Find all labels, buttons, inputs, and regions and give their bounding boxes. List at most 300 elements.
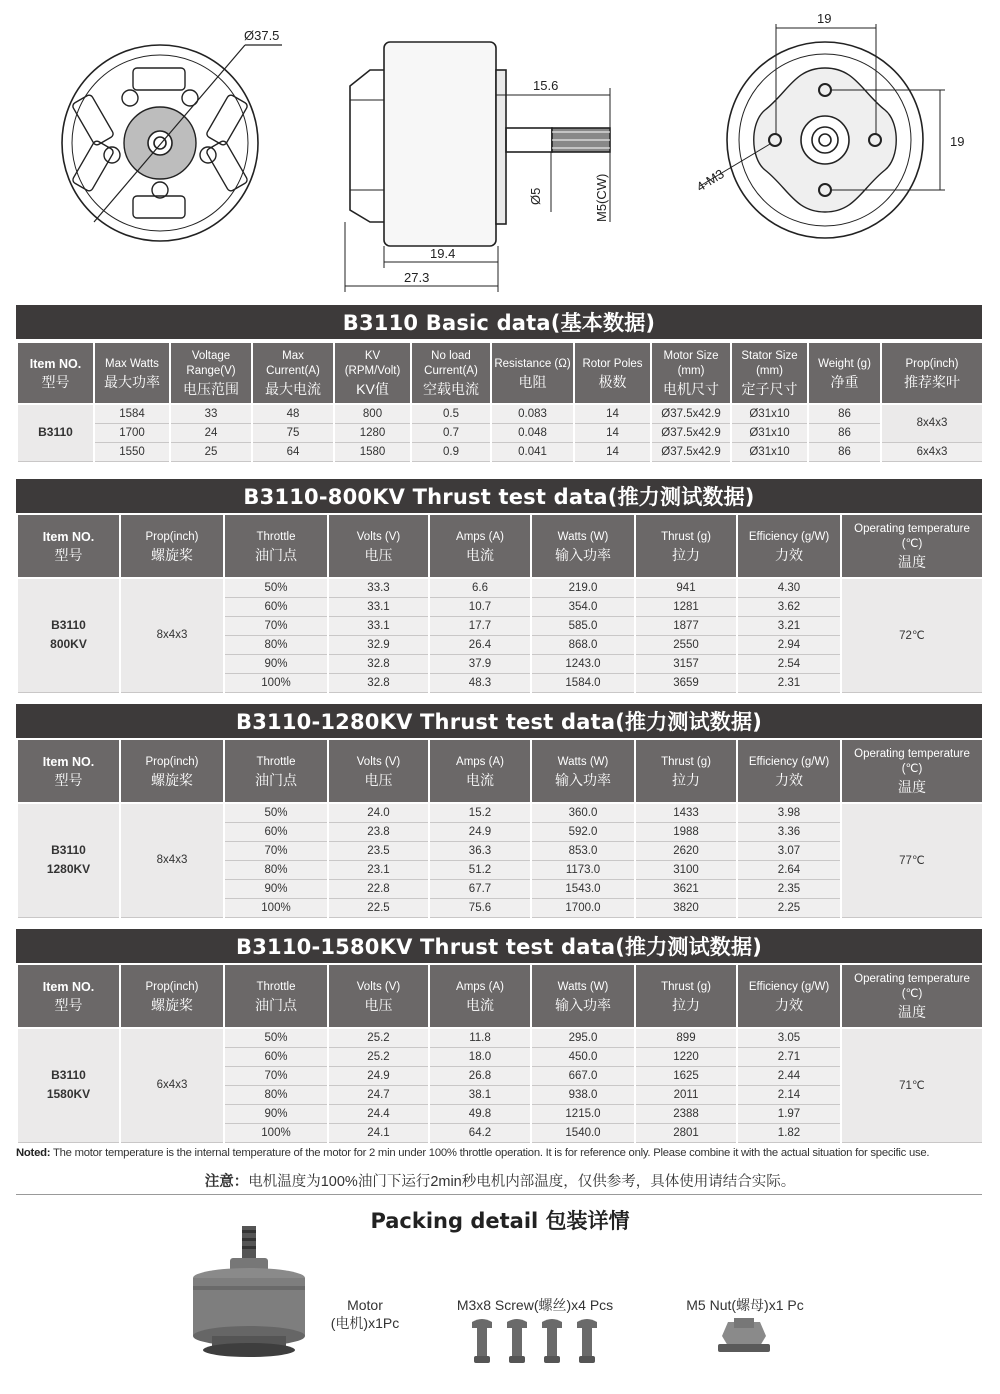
table-cell: 100%: [224, 1123, 328, 1142]
header-zh: 温度: [898, 554, 926, 570]
header-cell: [651, 342, 731, 404]
header-row: [17, 514, 983, 578]
table-cell: 941: [635, 578, 737, 597]
header-en: Prop(inch): [145, 530, 199, 543]
header-en: Amps (A): [456, 530, 504, 543]
header-zh: 最大功率: [104, 373, 160, 390]
table-cell: 800: [334, 404, 411, 423]
table-cell: Ø37.5x42.9: [651, 423, 731, 442]
table-row: [17, 442, 983, 461]
header-en: Prop(inch): [145, 980, 199, 993]
side-view-drawing: [345, 42, 610, 292]
header-zh: 净重: [830, 373, 859, 390]
table-cell: 0.5: [411, 404, 491, 423]
header-en: Efficiency (g/W): [748, 755, 830, 768]
header-en: Volts (V): [356, 530, 401, 543]
header-cell: [17, 739, 120, 803]
dim-shaft-length: 15.6: [533, 78, 559, 93]
table-cell: 14: [574, 404, 651, 423]
header-en: Operating temperature (℃): [854, 523, 970, 550]
table-cell: 1.82: [737, 1123, 841, 1142]
table-cell: 1625: [635, 1066, 737, 1085]
note-text: The motor temperature is the internal temperature of the motor for 2 min under 100% throttle operation. It is for reference only. Please combine it with the actual situation for specific use.: [50, 1147, 930, 1159]
basic-data-table: [16, 341, 984, 462]
header-zh: 输入功率: [555, 996, 611, 1013]
table-cell: 48: [252, 404, 334, 423]
motor-label-line2: (电机)x1Pc: [330, 1315, 400, 1331]
table-cell: 14: [574, 423, 651, 442]
table-cell: 3.21: [737, 616, 841, 635]
table-cell: 86: [808, 423, 881, 442]
table-cell: 60%: [224, 1047, 328, 1066]
table-cell: Ø37.5x42.9: [651, 442, 731, 461]
table-cell: 2.44: [737, 1066, 841, 1085]
header-zh: 力效: [775, 996, 803, 1013]
item-line1: B3110: [51, 1068, 86, 1083]
table-cell: 3621: [635, 879, 737, 898]
header-cell: [635, 964, 737, 1028]
table-cell: 3.36: [737, 822, 841, 841]
header-cell: [120, 514, 224, 578]
note-zh-text: 电机温度为100%油门下运行2min秒电机内部温度，仅供参考，具体使用请结合实际。: [248, 1174, 796, 1190]
table-row: [17, 423, 983, 442]
test-1280kv-table: [16, 738, 984, 918]
table-cell: 26.8: [429, 1066, 531, 1085]
header-zh: 型号: [54, 771, 83, 788]
header-cell: [531, 964, 635, 1028]
table-cell: 0.083: [491, 404, 574, 423]
table-cell: 3.62: [737, 597, 841, 616]
table-cell: 2388: [635, 1104, 737, 1123]
table-cell: Ø31x10: [731, 442, 808, 461]
back-view-drawing: [700, 24, 945, 238]
header-en: Max Current(A): [266, 350, 320, 377]
header-zh: 螺旋桨: [151, 546, 193, 563]
table-cell: 70%: [224, 1066, 328, 1085]
header-en: Operating temperature (℃): [854, 973, 970, 1000]
table-cell: Ø31x10: [731, 404, 808, 423]
table-cell: 23.5: [328, 841, 429, 860]
header-zh: 定子尺寸: [741, 381, 798, 397]
header-cell: [531, 514, 635, 578]
table-cell: 80%: [224, 1085, 328, 1104]
header-en: Item NO.: [29, 356, 82, 371]
table-cell: 3820: [635, 898, 737, 917]
header-en: No load Current(A): [424, 350, 478, 377]
header-cell: [252, 342, 334, 404]
table-cell: 48.3: [429, 673, 531, 692]
basic-header-row: [17, 342, 983, 404]
table-cell: 32.9: [328, 635, 429, 654]
table-cell: 2.71: [737, 1047, 841, 1066]
header-en: Amps (A): [456, 980, 504, 993]
packing-title: Packing detail 包装详情: [370, 1209, 630, 1233]
table-cell: 2620: [635, 841, 737, 860]
table-cell: Ø31x10: [731, 423, 808, 442]
header-zh: 极数: [598, 373, 627, 390]
table-cell: 70%: [224, 841, 328, 860]
header-zh: 力效: [775, 546, 803, 563]
table-cell: 22.5: [328, 898, 429, 917]
table-cell: 33: [170, 404, 252, 423]
header-cell: [429, 964, 531, 1028]
header-en: Weight (g): [818, 357, 871, 370]
header-cell: [411, 342, 491, 404]
header-en: Item NO.: [42, 754, 95, 769]
table-cell: 2.94: [737, 635, 841, 654]
header-cell: [328, 739, 429, 803]
table-cell: 938.0: [531, 1085, 635, 1104]
header-zh: 拉力: [672, 546, 700, 563]
table-cell: 80%: [224, 635, 328, 654]
table-cell: 8x4x3: [881, 404, 983, 442]
header-cell: [17, 514, 120, 578]
table-cell: 295.0: [531, 1028, 635, 1047]
header-cell: [17, 342, 94, 404]
motor-label: [310, 1296, 420, 1332]
table-cell: 70%: [224, 616, 328, 635]
table-cell: 2.54: [737, 654, 841, 673]
table-cell: 3.07: [737, 841, 841, 860]
table-row: [17, 803, 983, 822]
header-zh: 输入功率: [555, 771, 611, 788]
table-cell: 360.0: [531, 803, 635, 822]
dim-body-height: 19.4: [430, 246, 456, 261]
table-cell: 2550: [635, 635, 737, 654]
dim-front-diameter: Ø37.5: [244, 28, 280, 43]
header-zh: 拉力: [672, 996, 700, 1013]
dim-total-height: 27.3: [404, 270, 430, 285]
header-zh: 电压: [364, 771, 393, 788]
table-cell: 4.30: [737, 578, 841, 597]
table-cell: 1220: [635, 1047, 737, 1066]
header-en: Thrust (g): [661, 755, 711, 768]
header-zh: KV值: [356, 381, 389, 397]
header-cell: [429, 739, 531, 803]
header-zh: 电压: [364, 996, 393, 1013]
header-cell: [635, 514, 737, 578]
header-zh: 油门点: [255, 771, 297, 788]
header-en: Stator Size (mm): [741, 350, 798, 377]
note-zh-label: 注意：: [204, 1174, 249, 1190]
dim-hole-x: 19: [817, 11, 832, 26]
header-en: Amps (A): [456, 755, 504, 768]
header-cell: [841, 739, 983, 803]
table-cell: 585.0: [531, 616, 635, 635]
test-1580kv-title: B3110-1580KV Thrust test data(推力测试数据): [16, 929, 982, 963]
header-en: Thrust (g): [661, 530, 711, 543]
note-label: Noted:: [16, 1147, 51, 1159]
table-cell: 8x4x3: [120, 578, 224, 692]
table-cell: 24.0: [328, 803, 429, 822]
table-cell: 2011: [635, 1085, 737, 1104]
table-cell: 32.8: [328, 673, 429, 692]
table-cell: 33.1: [328, 616, 429, 635]
table-cell: 24.9: [328, 1066, 429, 1085]
header-cell: [881, 342, 983, 404]
table-cell: 853.0: [531, 841, 635, 860]
header-zh: 螺旋桨: [151, 771, 193, 788]
table-cell: 1280: [334, 423, 411, 442]
item-line1: B3110: [51, 843, 86, 858]
table-cell: 72℃: [841, 578, 983, 692]
header-en: Rotor Poles: [582, 357, 643, 370]
header-zh: 电流: [466, 771, 494, 788]
table-cell: [17, 1028, 120, 1142]
item-line2: 1280KV: [46, 862, 91, 877]
table-cell: 86: [808, 442, 881, 461]
test-1280kv-title: B3110-1280KV Thrust test data(推力测试数据): [16, 704, 982, 738]
table-cell: 64.2: [429, 1123, 531, 1142]
motor-dimension-drawings: [0, 0, 1000, 300]
table-cell: 899: [635, 1028, 737, 1047]
table-cell: 23.1: [328, 860, 429, 879]
header-cell: [328, 514, 429, 578]
table-cell: 3.98: [737, 803, 841, 822]
table-row: [17, 1028, 983, 1047]
header-cell: [94, 342, 170, 404]
header-en: Thrust (g): [661, 980, 711, 993]
table-cell: 1281: [635, 597, 737, 616]
table-cell: 36.3: [429, 841, 531, 860]
header-cell: [17, 964, 120, 1028]
table-cell: 75.6: [429, 898, 531, 917]
table-cell: 22.8: [328, 879, 429, 898]
table-cell: 24.1: [328, 1123, 429, 1142]
screw-label: M3x8 Screw(螺丝)x4 Pcs: [456, 1297, 614, 1313]
table-cell: 26.4: [429, 635, 531, 654]
test-800kv-table: [16, 513, 984, 693]
header-en: Watts (W): [557, 530, 609, 543]
table-cell: 100%: [224, 898, 328, 917]
dim-thread: M5(CW): [594, 173, 609, 222]
table-cell: 100%: [224, 673, 328, 692]
test-800kv-title: B3110-800KV Thrust test data(推力测试数据): [16, 479, 982, 513]
table-cell: 3659: [635, 673, 737, 692]
table-cell: 8x4x3: [120, 803, 224, 917]
header-en: Watts (W): [557, 755, 609, 768]
table-cell: 60%: [224, 597, 328, 616]
table-cell: 667.0: [531, 1066, 635, 1085]
nut-photo: [716, 1316, 772, 1356]
table-cell: 1540.0: [531, 1123, 635, 1142]
divider: [16, 1194, 982, 1195]
header-zh: 拉力: [672, 771, 700, 788]
table-cell: 1700.0: [531, 898, 635, 917]
header-zh: 空载电流: [423, 381, 479, 397]
table-cell: 0.9: [411, 442, 491, 461]
header-en: Voltage Range(V): [186, 350, 236, 377]
table-cell: 51.2: [429, 860, 531, 879]
header-en: Max Watts: [105, 357, 159, 370]
header-zh: 力效: [775, 771, 803, 788]
table-cell: 33.3: [328, 578, 429, 597]
table-cell: [17, 578, 120, 692]
table-cell: 25.2: [328, 1047, 429, 1066]
table-cell: 67.7: [429, 879, 531, 898]
header-zh: 电阻: [518, 373, 547, 390]
note-chinese: [0, 1170, 1000, 1191]
note-english: [16, 1147, 996, 1159]
table-cell: 1543.0: [531, 879, 635, 898]
table-cell: 1215.0: [531, 1104, 635, 1123]
nut-label: M5 Nut(螺母)x1 Pc: [686, 1297, 804, 1313]
header-en: Efficiency (g/W): [748, 530, 830, 543]
header-en: KV (RPM/Volt): [344, 350, 401, 377]
table-cell: 90%: [224, 1104, 328, 1123]
header-cell: [574, 342, 651, 404]
table-cell: 6x4x3: [881, 442, 983, 461]
table-cell: 90%: [224, 654, 328, 673]
table-cell: 0.048: [491, 423, 574, 442]
table-cell: 10.7: [429, 597, 531, 616]
header-zh: 电流: [466, 996, 494, 1013]
basic-data-title: B3110 Basic data(基本数据): [16, 305, 982, 339]
header-en: Efficiency (g/W): [748, 980, 830, 993]
table-cell: 2801: [635, 1123, 737, 1142]
header-cell: [120, 964, 224, 1028]
table-cell: 24.7: [328, 1085, 429, 1104]
header-cell: [737, 964, 841, 1028]
item-line2: 1580KV: [46, 1087, 91, 1102]
table-cell: 1988: [635, 822, 737, 841]
header-en: Item NO.: [42, 529, 95, 544]
table-cell: 1550: [94, 442, 170, 461]
table-cell: 38.1: [429, 1085, 531, 1104]
header-cell: [841, 514, 983, 578]
table-cell: 75: [252, 423, 334, 442]
header-cell: [808, 342, 881, 404]
table-cell: 354.0: [531, 597, 635, 616]
header-en: Volts (V): [356, 980, 401, 993]
table-cell: 1584: [94, 404, 170, 423]
table-cell: 1584.0: [531, 673, 635, 692]
item-line2: 800KV: [50, 637, 87, 652]
table-cell: 868.0: [531, 635, 635, 654]
table-cell: 15.2: [429, 803, 531, 822]
header-zh: 温度: [898, 1004, 926, 1020]
table-cell: 25: [170, 442, 252, 461]
header-zh: 电机尺寸: [663, 381, 719, 397]
header-cell: [224, 964, 328, 1028]
header-cell: [841, 964, 983, 1028]
table-cell: 24.4: [328, 1104, 429, 1123]
table-cell: 1433: [635, 803, 737, 822]
table-cell: 49.8: [429, 1104, 531, 1123]
table-cell: B3110: [17, 404, 94, 461]
header-row: [17, 964, 983, 1028]
table-cell: 11.8: [429, 1028, 531, 1047]
header-zh: 油门点: [255, 996, 297, 1013]
table-cell: 1.97: [737, 1104, 841, 1123]
header-en: Motor Size (mm): [663, 350, 719, 377]
table-cell: 1243.0: [531, 654, 635, 673]
header-en: Prop(inch): [145, 755, 199, 768]
header-en: Operating temperature (℃): [854, 748, 970, 775]
table-cell: 2.14: [737, 1085, 841, 1104]
table-cell: 1173.0: [531, 860, 635, 879]
table-cell: 86: [808, 404, 881, 423]
header-zh: 电压: [364, 546, 393, 563]
table-cell: 23.8: [328, 822, 429, 841]
header-zh: 型号: [54, 546, 83, 563]
table-cell: 592.0: [531, 822, 635, 841]
table-cell: 2.31: [737, 673, 841, 692]
item-line1: B3110: [51, 618, 86, 633]
table-cell: [17, 803, 120, 917]
header-zh: 油门点: [255, 546, 297, 563]
table-cell: 60%: [224, 822, 328, 841]
table-cell: 25.2: [328, 1028, 429, 1047]
table-cell: 24: [170, 423, 252, 442]
header-cell: [224, 739, 328, 803]
header-en: Prop(inch): [905, 357, 959, 370]
header-zh: 型号: [41, 373, 70, 390]
table-cell: 90%: [224, 879, 328, 898]
header-cell: [731, 342, 808, 404]
dim-screw: 4-M3: [693, 166, 727, 195]
table-cell: 1877: [635, 616, 737, 635]
table-cell: Ø37.5x42.9: [651, 404, 731, 423]
header-cell: [429, 514, 531, 578]
header-en: Item NO.: [42, 979, 95, 994]
table-cell: 33.1: [328, 597, 429, 616]
table-cell: 0.7: [411, 423, 491, 442]
table-cell: 3.05: [737, 1028, 841, 1047]
table-cell: 64: [252, 442, 334, 461]
table-cell: 50%: [224, 803, 328, 822]
header-zh: 温度: [898, 779, 926, 795]
header-en: Throttle: [256, 755, 296, 768]
table-cell: 0.041: [491, 442, 574, 461]
table-cell: 450.0: [531, 1047, 635, 1066]
header-en: Resistance (Ω): [494, 357, 571, 370]
motor-photo: [190, 1226, 310, 1366]
table-cell: 32.8: [328, 654, 429, 673]
header-en: Watts (W): [557, 980, 609, 993]
dim-hole-y: 19: [950, 134, 965, 149]
table-cell: 2.25: [737, 898, 841, 917]
table-cell: 219.0: [531, 578, 635, 597]
table-row: [17, 404, 983, 423]
header-cell: [737, 514, 841, 578]
header-zh: 最大电流: [265, 381, 321, 397]
table-cell: 50%: [224, 1028, 328, 1047]
header-zh: 输入功率: [555, 546, 611, 563]
header-cell: [328, 964, 429, 1028]
table-cell: 71℃: [841, 1028, 983, 1142]
table-cell: 3157: [635, 654, 737, 673]
table-cell: 18.0: [429, 1047, 531, 1066]
header-cell: [120, 739, 224, 803]
table-cell: 14: [574, 442, 651, 461]
header-zh: 电压范围: [183, 381, 239, 397]
header-zh: 推荐桨叶: [904, 373, 960, 390]
table-cell: 77℃: [841, 803, 983, 917]
header-cell: [491, 342, 574, 404]
table-cell: 37.9: [429, 654, 531, 673]
header-cell: [635, 739, 737, 803]
screw-photo: [470, 1318, 600, 1368]
table-cell: 1700: [94, 423, 170, 442]
header-row: [17, 739, 983, 803]
dim-shaft-diameter: Ø5: [528, 187, 543, 205]
table-row: [17, 578, 983, 597]
front-view-drawing: [62, 45, 282, 241]
table-cell: 80%: [224, 860, 328, 879]
table-cell: 6.6: [429, 578, 531, 597]
table-cell: 2.35: [737, 879, 841, 898]
